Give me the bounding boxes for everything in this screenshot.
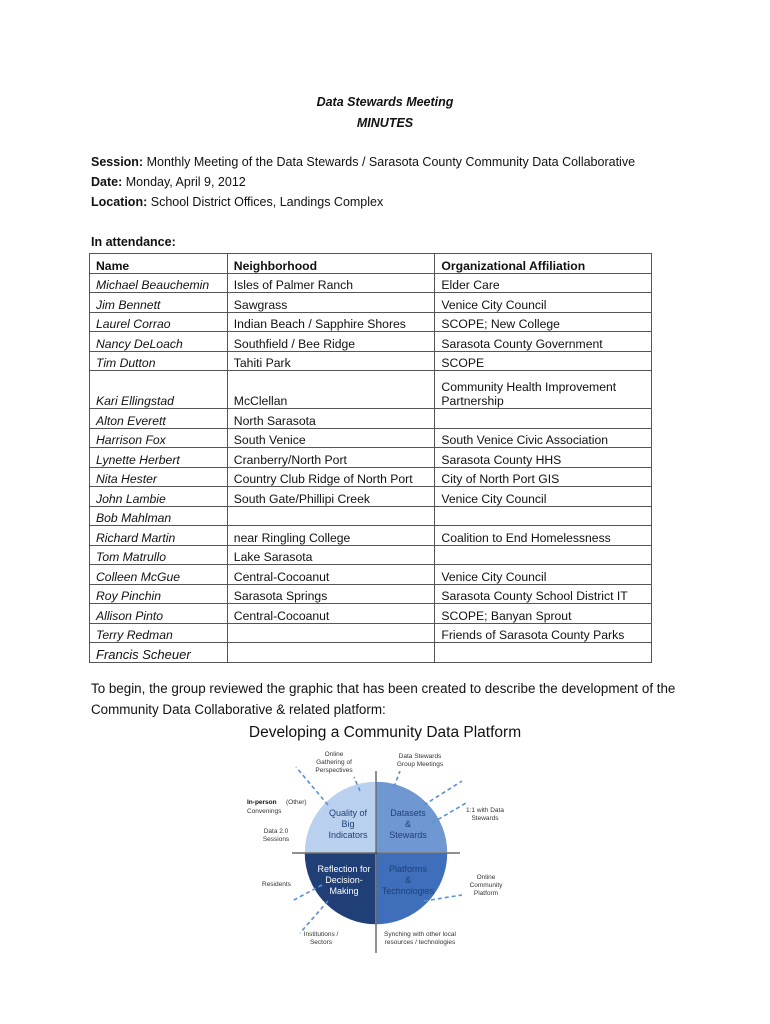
table-row — [90, 332, 652, 352]
attendee-neighborhood: Indian Beach / Sapphire Shores — [227, 312, 435, 332]
label-1to1-stewards: 1:1 with Data Stewards — [466, 807, 504, 822]
attendee-affiliation: Elder Care — [435, 273, 652, 293]
attendee-name: Laurel Corrao — [90, 312, 228, 332]
diagram-title: Developing a Community Data Platform — [248, 724, 522, 741]
quadrant-label-platforms: Platforms & Technologies — [381, 864, 435, 896]
label-online-platform: Online Community Platform — [469, 874, 503, 897]
location-label: Location: — [91, 195, 148, 209]
label-synching: Synching with other local resources / technologies — [384, 931, 456, 946]
column-header-neighborhood: Neighborhood — [227, 254, 435, 274]
column-header-name: Name — [90, 254, 228, 274]
label-online-gathering: Online Gathering of Perspectives — [315, 751, 353, 774]
quadrant-label-reflection: Reflection for Decision-Making — [317, 864, 371, 896]
attendee-neighborhood: Cranberry/North Port — [227, 448, 435, 468]
attendee-name: Francis Scheuer — [90, 643, 228, 663]
attendee-affiliation: Venice City Council — [435, 565, 652, 585]
attendee-affiliation: Friends of Sarasota County Parks — [435, 623, 652, 643]
attendee-neighborhood: South Venice — [227, 428, 435, 448]
table-row — [90, 428, 652, 448]
table-row — [90, 623, 652, 643]
label-institutions: Institutions / Sectors — [303, 931, 339, 946]
attendee-affiliation: Venice City Council — [435, 293, 652, 313]
label-convenings: Convenings — [247, 808, 282, 815]
table-row — [90, 312, 652, 332]
attendee-neighborhood: Southfield / Bee Ridge — [227, 332, 435, 352]
table-header-row — [90, 254, 652, 274]
session-label: Session: — [91, 155, 144, 169]
attendee-name: Nita Hester — [90, 467, 228, 487]
attendee-neighborhood — [227, 506, 435, 526]
attendee-neighborhood: Isles of Palmer Ranch — [227, 273, 435, 293]
attendee-affiliation: South Venice Civic Association — [435, 428, 652, 448]
attendee-name: Lynette Herbert — [90, 448, 228, 468]
attendee-name: Terry Redman — [90, 623, 228, 643]
label-data-sessions: Data 2.0 Sessions — [262, 828, 290, 843]
attendee-affiliation: Sarasota County HHS — [435, 448, 652, 468]
attendee-name: Colleen McGue — [90, 565, 228, 585]
date-line — [91, 175, 246, 189]
attendee-affiliation: Coalition to End Homelessness — [435, 526, 652, 546]
attendee-affiliation — [435, 545, 652, 565]
attendee-name: Richard Martin — [90, 526, 228, 546]
attendee-neighborhood: McClellan — [227, 371, 435, 409]
attendee-neighborhood: Tahiti Park — [227, 351, 435, 371]
location-value: School District Offices, Landings Complex — [150, 195, 384, 209]
attendance-heading: In attendance: — [91, 235, 176, 249]
attendee-affiliation: SCOPE; Banyan Sprout — [435, 604, 652, 624]
table-row — [90, 467, 652, 487]
table-row — [90, 351, 652, 371]
attendee-name: Tim Dutton — [90, 351, 228, 371]
attendee-name: Bob Mahlman — [90, 506, 228, 526]
attendee-neighborhood: Country Club Ridge of North Port — [227, 467, 435, 487]
date-value: Monday, April 9, 2012 — [125, 175, 246, 189]
attendee-name: Jim Bennett — [90, 293, 228, 313]
session-value: Monthly Meeting of the Data Stewards / Sarasota County Community Data Collaborative — [146, 155, 636, 169]
date-label: Date: — [91, 175, 123, 189]
attendee-name: Alton Everett — [90, 409, 228, 429]
attendee-affiliation — [435, 643, 652, 663]
table-row — [90, 643, 652, 663]
table-row — [90, 584, 652, 604]
attendee-neighborhood: Sarasota Springs — [227, 584, 435, 604]
attendee-affiliation: City of North Port GIS — [435, 467, 652, 487]
attendee-affiliation: Venice City Council — [435, 487, 652, 507]
table-row — [90, 273, 652, 293]
attendee-affiliation: Sarasota County Government — [435, 332, 652, 352]
quadrant-label-quality: Quality of Big Indicators — [328, 808, 368, 840]
attendee-affiliation — [435, 409, 652, 429]
attendee-name: Allison Pinto — [90, 604, 228, 624]
table-row — [90, 371, 652, 409]
attendee-neighborhood: South Gate/Phillipi Creek — [227, 487, 435, 507]
attendee-affiliation — [435, 506, 652, 526]
quadrant-label-datasets: Datasets & Stewards — [389, 808, 427, 840]
column-header-affiliation: Organizational Affiliation — [435, 254, 652, 274]
attendee-affiliation: Sarasota County School District IT — [435, 584, 652, 604]
attendee-neighborhood: Central-Cocoanut — [227, 604, 435, 624]
session-line — [91, 155, 635, 169]
label-residents: Residents — [262, 881, 291, 888]
attendee-name: Harrison Fox — [90, 428, 228, 448]
attendee-name: Michael Beauchemin — [90, 273, 228, 293]
table-row — [90, 545, 652, 565]
document-subtitle: MINUTES — [356, 116, 414, 130]
label-stewards-meetings: Data Stewards Group Meetings — [396, 753, 444, 768]
attendee-affiliation: SCOPE — [435, 351, 652, 371]
table-row — [90, 487, 652, 507]
community-data-platform-diagram — [230, 745, 530, 960]
attendee-neighborhood: North Sarasota — [227, 409, 435, 429]
label-other: (Other) — [286, 799, 307, 806]
attendee-neighborhood — [227, 643, 435, 663]
attendee-neighborhood: Sawgrass — [227, 293, 435, 313]
attendee-neighborhood: Central-Cocoanut — [227, 565, 435, 585]
attendee-name: John Lambie — [90, 487, 228, 507]
attendee-neighborhood: Lake Sarasota — [227, 545, 435, 565]
attendee-affiliation: Community Health Improvement Partnership — [435, 371, 652, 409]
table-row — [90, 604, 652, 624]
table-row — [90, 293, 652, 313]
attendee-name: Nancy DeLoach — [90, 332, 228, 352]
attendee-name: Tom Matrullo — [90, 545, 228, 565]
table-row — [90, 448, 652, 468]
label-inperson: In-person — [247, 799, 277, 806]
attendance-table — [89, 253, 652, 663]
table-row — [90, 409, 652, 429]
intro-paragraph: To begin, the group reviewed the graphic that has been created to describe the development of the Community Data Collaborative & related platform: — [91, 681, 676, 717]
table-row — [90, 526, 652, 546]
attendee-affiliation: SCOPE; New College — [435, 312, 652, 332]
attendee-neighborhood — [227, 623, 435, 643]
document-title: Data Stewards Meeting — [316, 95, 454, 109]
table-row — [90, 565, 652, 585]
attendee-neighborhood: near Ringling College — [227, 526, 435, 546]
attendee-name: Roy Pinchin — [90, 584, 228, 604]
table-row — [90, 506, 652, 526]
attendee-name: Kari Ellingstad — [90, 371, 228, 409]
location-line — [91, 195, 383, 209]
